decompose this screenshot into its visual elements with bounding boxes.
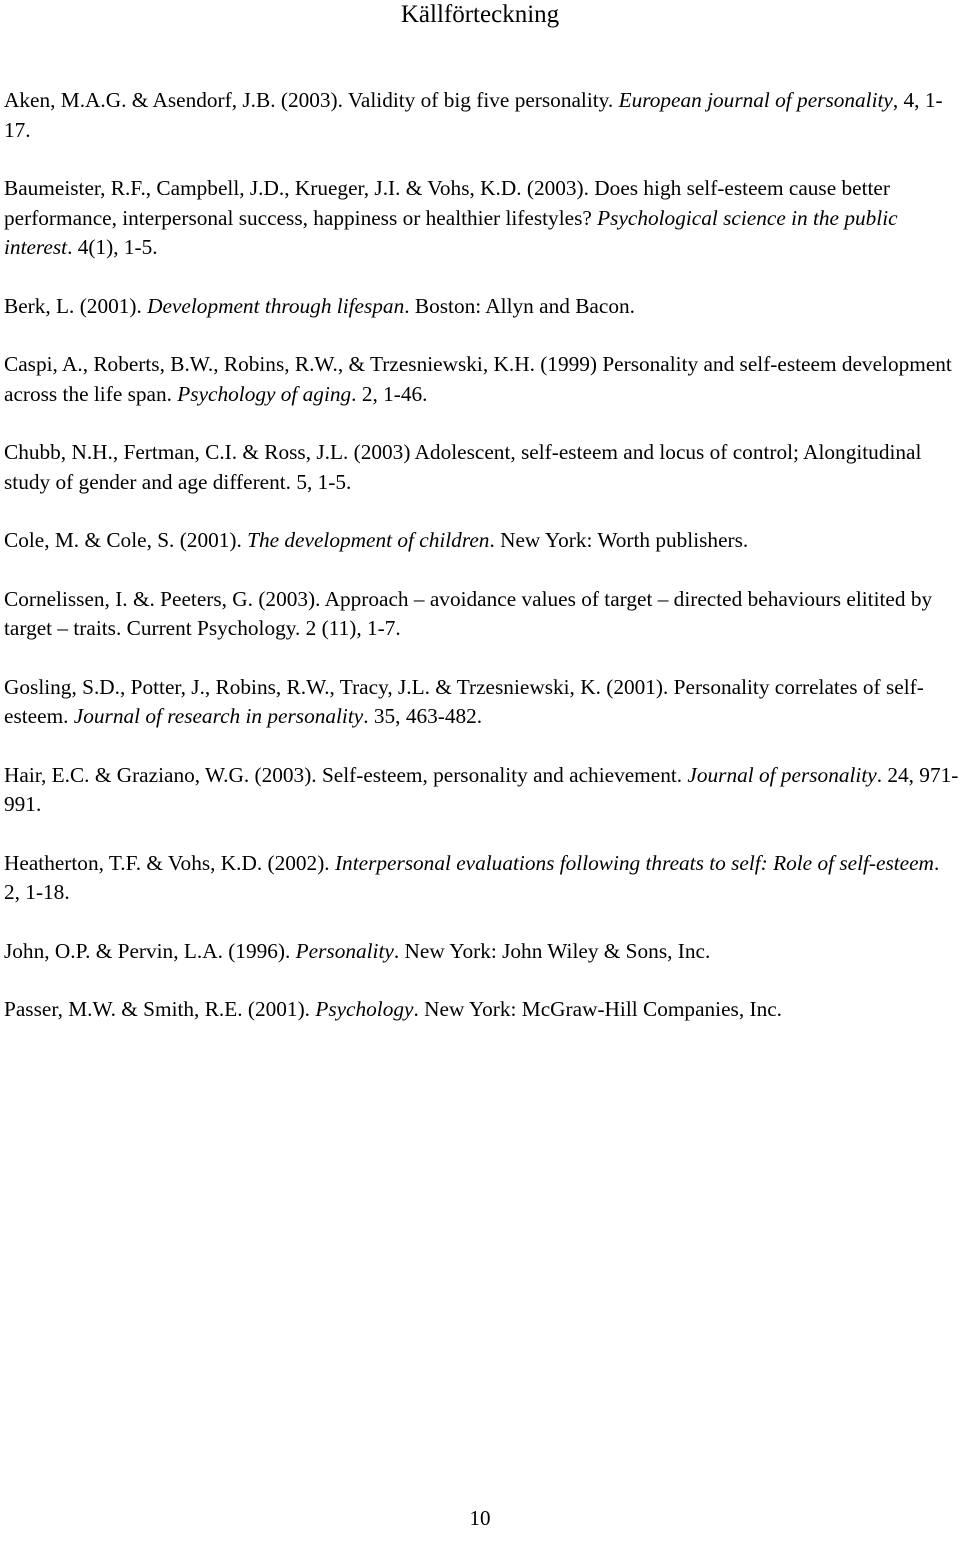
reference-title-italic: Journal of personality [687, 762, 877, 787]
reference-text: Hair, E.C. & Graziano, W.G. (2003). Self-esteem, personality and achievement. [4, 762, 688, 787]
reference-text: . 4(1), 1-5. [67, 235, 158, 259]
reference-title-italic: Interpersonal evaluations following threats to self: Role of self-esteem [334, 850, 934, 875]
reference-text: Aken, M.A.G. & Asendorf, J.B. (2003). Validity of big five personality. [4, 88, 619, 112]
reference-text: Berk, L. (2001). [4, 293, 148, 318]
reference-text: , 4, 1-17. [4, 88, 943, 142]
reference-text: Baumeister, R.F., Campbell, J.D., Krueger, J.I. & Vohs, K.D. (2003). Does high self-esteem cause better performance, interpersonal success, happiness or healthier lifestyles? [4, 176, 890, 230]
reference-text: . 2, 1-18. [4, 850, 940, 904]
reference-list [4, 86, 960, 1054]
reference-title-italic: European journal of personality [618, 88, 893, 112]
reference-text: Cornelissen, I. &. Peeters, G. (2003). Approach – avoidance values of target – directed behaviours elitited by target – traits. Current Psychology. 2 (11), 1-7. [4, 586, 933, 640]
reference-title-italic: Journal of research in personality [73, 704, 364, 728]
reference-title-italic: The development of children [247, 528, 490, 552]
reference-entry [4, 673, 960, 732]
reference-text: John, O.P. & Pervin, L.A. (1996). [4, 938, 296, 963]
reference-text: Chubb, N.H., Fertman, C.I. & Ross, J.L. (2003) Adolescent, self-esteem and locus of control; Alongitudinal study of gender and age different. 5, 1-5. [4, 440, 922, 494]
reference-text: . New York: Worth publishers. [489, 528, 749, 552]
reference-entry [4, 937, 960, 967]
reference-entry [4, 86, 960, 145]
reference-entry [4, 174, 960, 263]
reference-text: . 24, 971-991. [4, 762, 959, 816]
reference-text: Caspi, A., Roberts, B.W., Robins, R.W., & Trzesniewski, K.H. (1999) Personality and self-esteem development across the life span. [4, 352, 952, 406]
reference-entry [4, 585, 960, 644]
reference-text: . New York: McGraw-Hill Companies, Inc. [413, 997, 782, 1021]
reference-text: Passer, M.W. & Smith, R.E. (2001). [4, 997, 316, 1021]
page-number: 10 [469, 1506, 491, 1530]
reference-text: Heatherton, T.F. & Vohs, K.D. (2002). [4, 850, 335, 875]
reference-entry [4, 292, 960, 322]
reference-text: Gosling, S.D., Potter, J., Robins, R.W., Tracy, J.L. & Trzesniewski, K. (2001). Personality correlates of self-esteem. [4, 674, 924, 728]
reference-title-italic: Psychological science in the public interest [4, 205, 898, 259]
reference-entry [4, 350, 960, 409]
reference-entry [4, 761, 960, 820]
reference-text: Cole, M. & Cole, S. (2001). [4, 528, 248, 552]
reference-entry [4, 526, 960, 556]
reference-title-italic: Psychology of aging [177, 381, 352, 406]
page-title: Källförteckning [400, 1, 560, 28]
reference-text: . New York: John Wiley & Sons, Inc. [393, 938, 711, 963]
reference-text: . 35, 463-482. [363, 704, 483, 728]
reference-title-italic: Personality [295, 938, 394, 963]
reference-text: . Boston: Allyn and Bacon. [404, 293, 635, 318]
reference-title-italic: Psychology [315, 997, 414, 1021]
reference-entry [4, 438, 960, 497]
reference-entry [4, 849, 960, 908]
reference-title-italic: Development through lifespan [147, 293, 405, 318]
reference-text: . 2, 1-46. [351, 381, 428, 406]
reference-entry [4, 995, 960, 1025]
